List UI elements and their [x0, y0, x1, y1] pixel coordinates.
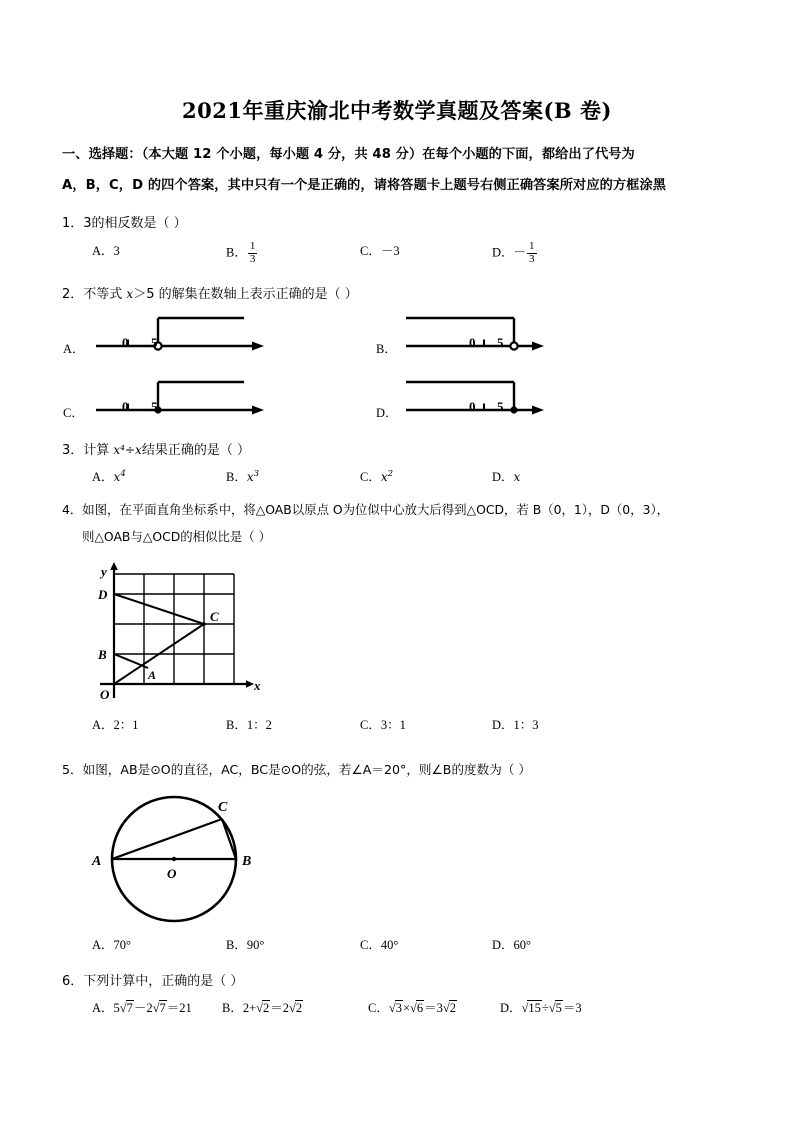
question-2-option-A-figure[interactable] [90, 312, 290, 365]
option-5-A-label: A． [92, 938, 114, 952]
option-3-B-base: x [246, 470, 254, 484]
option-3-B-exponent: 3 [253, 468, 260, 479]
point-label-A: A [92, 854, 102, 869]
figure-points [202, 622, 206, 626]
option-1-D-fraction: $\frac{1}{3}$ [529, 240, 535, 265]
option-5-C-value: 40° [380, 938, 399, 952]
question-2-stem [62, 283, 358, 302]
option-3-D-label: D． [492, 470, 514, 484]
option-5-D-value: 60° [513, 938, 532, 952]
section-heading-line-2: A，B，C，D 的四个答案，其中只有一个是正确的，请将答题卡上题号右侧正确答案所对应的方框涂黑 [62, 178, 667, 193]
question-5-figure[interactable] [86, 788, 276, 935]
option-6-B-expression: 2+√2＝2√2 [242, 1001, 303, 1015]
option-6-D[interactable] [500, 998, 582, 1016]
option-5-D-label: D． [492, 938, 514, 952]
option-4-D[interactable] [492, 715, 539, 733]
option-3-D-base: x [513, 470, 521, 484]
option-3-D[interactable] [492, 467, 520, 485]
section-heading-line-1: 一、选择题：（本大题 12 个小题，每小题 4 分，共 48 分）在每个小题的下面，都给出了代号为 [62, 147, 635, 162]
option-2-D-label: D． [376, 406, 398, 420]
option-6-A-label: A． [92, 1001, 114, 1015]
question-3-stem-suffix: 结果正确的是（ ） [141, 443, 250, 458]
question-3-stem-prefix: 3．计算 [62, 443, 114, 458]
option-2-B-tick-0: 0 [469, 335, 476, 350]
option-6-C[interactable] [368, 998, 457, 1016]
option-5-D[interactable] [492, 935, 531, 953]
question-3-stem [62, 439, 250, 458]
option-2-C-label: C． [63, 406, 84, 420]
question-6-options [0, 998, 794, 1028]
option-5-C[interactable] [360, 935, 398, 953]
axis-label-x: x [254, 678, 261, 693]
point-label-D: D [98, 587, 108, 602]
option-6-D-label: D． [500, 1001, 522, 1015]
center-point-O [172, 857, 176, 861]
option-6-B-label: B． [222, 1001, 243, 1015]
option-3-B[interactable] [226, 467, 259, 485]
option-1-D-label: D． [492, 245, 514, 260]
point-label-A: A [148, 668, 157, 682]
question-4-stem-line-1: 4．如图，在平面直角坐标系中，将△OAB以原点 O为位似中心放大后得到△OCD，若 B（0，1），D（0，3）， [62, 502, 670, 517]
question-4-options [0, 715, 794, 741]
point-label-C: C [210, 609, 219, 624]
option-1-D[interactable] [492, 241, 538, 265]
option-5-B-value: 90° [246, 938, 265, 952]
option-2-B-label: B． [376, 342, 397, 356]
coordinate-grid-svg [86, 558, 266, 710]
option-2-C-tick-0: 0 [122, 399, 129, 414]
question-5-options [0, 935, 794, 961]
option-1-B-label: B． [226, 245, 247, 260]
number-line-C-svg [90, 376, 290, 424]
option-2-A-label: A． [63, 342, 85, 356]
question-3-expression: x⁴÷x [113, 443, 142, 457]
option-3-C-base: x [380, 470, 388, 484]
grid-lines [114, 574, 234, 684]
option-1-B-fraction: $\frac{1}{3}$ [249, 240, 256, 265]
option-6-A-expression: 5√7－2√7＝21 [113, 1001, 192, 1015]
page-title: 2021年重庆渝北中考数学真题及答案(B 卷) [182, 98, 612, 123]
option-4-A-label: A． [92, 718, 114, 732]
option-3-C[interactable] [360, 467, 393, 485]
question-2-stem-suffix: ＞5 的解集在数轴上表示正确的是（ ） [133, 287, 358, 302]
question-2-variable: x [126, 287, 134, 301]
option-1-A-value: 3 [113, 244, 120, 258]
option-2-D-tick-0: 0 [469, 399, 476, 414]
option-6-A[interactable] [92, 998, 192, 1016]
option-6-C-expression: √3×√6＝3√2 [388, 1001, 457, 1015]
option-3-C-exponent: 2 [387, 468, 394, 479]
chord-AC [112, 819, 222, 859]
option-4-C-value: 3：1 [380, 718, 406, 732]
option-1-A-label: A． [92, 244, 114, 258]
option-3-A-label: A． [92, 470, 114, 484]
option-6-B[interactable] [222, 998, 303, 1016]
circle-svg [86, 788, 276, 930]
question-6-stem: 6．下列计算中，正确的是（ ） [62, 974, 244, 989]
option-2-A-tick-5: 5 [151, 335, 158, 350]
option-1-C-value: －3 [380, 244, 400, 258]
option-4-B-value: 1：2 [246, 718, 272, 732]
option-1-C-label: C． [360, 244, 381, 258]
option-4-B-label: B． [226, 718, 247, 732]
option-2-D-tick-5: 5 [497, 399, 504, 414]
option-5-B-label: B． [226, 938, 247, 952]
option-2-A-tick-0: 0 [122, 335, 129, 350]
option-4-C-label: C． [360, 718, 381, 732]
option-5-C-label: C． [360, 938, 381, 952]
center-label-O: O [167, 866, 177, 881]
point-label-B: B [242, 854, 252, 869]
question-5-stem: 5．如图，AB是⊙O的直径，AC，BC是⊙O的弦，若∠A＝20°，则∠B的度数为（ ） [62, 762, 532, 777]
option-4-C[interactable] [360, 715, 406, 733]
question-2-option-C-figure[interactable] [90, 376, 290, 429]
option-5-B[interactable] [226, 935, 264, 953]
option-6-C-label: C． [368, 1001, 389, 1015]
option-1-D-sign: － [513, 245, 527, 260]
question-3-options [0, 467, 794, 493]
option-4-D-value: 1：3 [513, 718, 539, 732]
option-2-C-tick-5: 5 [151, 399, 158, 414]
point-label-C: C [218, 800, 228, 815]
option-5-A-value: 70° [113, 938, 132, 952]
origin-label: O [100, 687, 110, 702]
option-1-B[interactable] [226, 241, 258, 265]
option-1-A[interactable] [92, 241, 120, 259]
number-line-A-svg [90, 312, 290, 360]
option-3-A[interactable] [92, 467, 126, 485]
question-4-stem-line-2: 则△OAB与△OCD的相似比是（ ） [82, 529, 271, 544]
option-6-D-expression: √15÷√5＝3 [521, 1001, 582, 1015]
option-3-A-exponent: 4 [120, 468, 126, 479]
option-1-C[interactable] [360, 241, 400, 259]
option-2-B-tick-5: 5 [497, 335, 504, 350]
option-4-A[interactable] [92, 715, 139, 733]
axis-label-y: y [101, 564, 107, 579]
option-4-A-value: 2：1 [113, 718, 139, 732]
option-5-A[interactable] [92, 935, 131, 953]
question-1-options [0, 241, 794, 267]
figure-segments [114, 594, 204, 684]
option-3-A-base: x [113, 470, 121, 484]
question-4-figure[interactable] [86, 558, 266, 715]
option-3-B-label: B． [226, 470, 247, 484]
question-1-stem: 1．3的相反数是（ ） [62, 216, 187, 231]
option-3-C-label: C． [360, 470, 381, 484]
point-label-B: B [98, 647, 107, 662]
question-2-stem-prefix: 2．不等式 [62, 287, 127, 302]
option-4-D-label: D． [492, 718, 514, 732]
option-4-B[interactable] [226, 715, 272, 733]
